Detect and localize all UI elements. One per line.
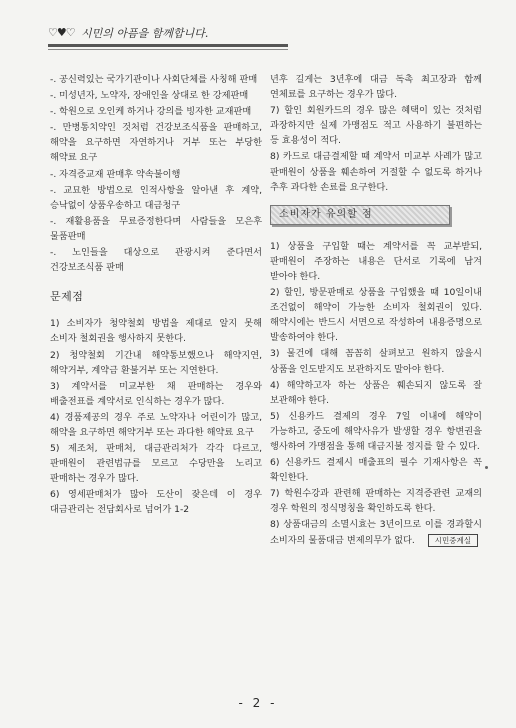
- header-rule: [48, 44, 288, 47]
- intro-item: -. 공신력있는 국가기관이나 사회단체를 사칭해 판매: [50, 74, 258, 85]
- problem-item: 6) 영세판매처가 많아 도산이 잦은데 이 경우 대금관리는 전담회사로 넘어가 1-2: [50, 489, 262, 516]
- intro-item: -. 만병통치약인 것처럼 건강보조식품을 판매하고, 해약을 요구하면 자연하거나 거부 또는 부당한 해약료 요구: [50, 122, 262, 164]
- continued-item: 7) 할인 회원카드의 경우 많은 혜택이 있는 것처럼 과장하지만 실제 가맹점도 적고 사용하기 불편하는 등 효용성이 적다.: [270, 105, 482, 147]
- intro-item: -. 미성년자, 노약자, 장애인을 상대로 한 강제판매: [50, 90, 249, 102]
- page-number: - 2 -: [238, 696, 278, 710]
- hearts-icon: ♡♥♡: [48, 26, 75, 39]
- page-header: [48, 20, 298, 54]
- tip-item: 7) 학원수강과 관련해 판매하는 지격증관련 교재의 경우 학원의 정식명칭을 확인하도록 한다.: [270, 488, 482, 515]
- speck: [485, 466, 488, 469]
- tip-item: 5) 신용카드 결제의 경우 7일 이내에 해약이 가능하고, 중도에 해약사유가 발생할 경우 항변권을 행사하여 가맹점을 통해 대금지불 정지를 할 수 있다.: [270, 410, 482, 452]
- problem-item: 5) 제조처, 판매처, 대금관리처가 각각 다르고, 판매원이 관련법규를 모르고 수당만을 노리고 판매하는 경우가 많다.: [50, 443, 262, 485]
- right-column: [270, 72, 482, 549]
- tip-item: [270, 517, 482, 547]
- section-title-cautions: 소비자가 유의할 점: [270, 205, 450, 225]
- problem-item: 1) 소비자가 청약철회 방법을 제대로 알지 못해 소비자 철회권을 행사하지 못한다.: [50, 318, 262, 345]
- intro-item: -. 자격증교재 판매후 약속불이행: [50, 168, 181, 180]
- problem-item: 3) 계약서를 미교부한 채 판매하는 경우와 배출전표를 계약서로 인식하는 경우가 많다.: [50, 380, 262, 407]
- intro-item: -. 학원으로 오인케 하거나 강의를 빙자한 교재판매: [50, 106, 252, 118]
- tip-item: 3) 물건에 대해 꼼꼼히 살펴보고 원하지 않을시 상품을 인도받지도 보관하지도 말아야 한다.: [270, 348, 482, 375]
- publisher-stamp: 시민중계실: [428, 534, 478, 547]
- tip-item: 4) 해약하고자 하는 상품은 훼손되지 않도록 잘 보관해야 한다.: [270, 379, 482, 406]
- tip-item: 1) 상품을 구입할 때는 계약서를 꼭 교부받되, 판매원이 주장하는 내용은 단서로 기록에 남겨 받아야 한다.: [270, 240, 482, 282]
- header-slogan: 시민의 아픔을 함께합니다.: [81, 27, 209, 40]
- tip-item-text: 8) 상품대금의 소멸시효는 3년이므로 이를 경과할시 소비자의 물품대금 변제의무가 없다.: [270, 519, 482, 546]
- problem-item: 2) 청약철회 기간내 해약통보했으나 해약지연, 해약거부, 계약금 환불거부 또는 지연한다.: [50, 349, 262, 376]
- tip-item: 2) 할인, 방문판매로 상품을 구입했을 때 10일이내 조건없이 해약이 가능한 소비자 철회권이 있다. 해약시에는 반드시 서면으로 작성하여 내용증명으로 발송하여야 한다.: [270, 287, 482, 344]
- intro-item: -. 교묘한 방법으로 인적사항을 알아낸 후 계약, 승낙없이 상품우송하고 대금청구: [50, 184, 262, 211]
- section-title-problems: 문제점: [50, 290, 84, 304]
- continued-item: 8) 카드로 대금결제할 때 계약서 미교부 사례가 많고 판매원이 상품을 훼손하여 거절할 수 없도록 하거나 추후 과다한 손료를 요구한다.: [270, 151, 482, 193]
- tip-item: 6) 신용카드 결제시 매출표의 필수 기재사항은 꼭 확인한다.: [270, 457, 482, 484]
- intro-item: -. 재활용품을 무료증정한다며 사람들을 모은후 물품판매: [50, 215, 262, 242]
- problem-item: 4) 경품제공의 경우 주로 노약자나 어린이가 많고, 해약을 요구하면 해약거부 또는 과다한 해약료 요구: [50, 411, 262, 438]
- continued-item: 년후 길게는 3년후에 대금 독촉 최고장과 함께 연체료를 요구하는 경우가 많다.: [270, 74, 482, 101]
- header-rule-thin: [48, 49, 288, 50]
- intro-item: -. 노인들을 대상으로 관광시켜 준다면서 건강보조식품 판매: [50, 247, 262, 274]
- left-column: [50, 72, 262, 519]
